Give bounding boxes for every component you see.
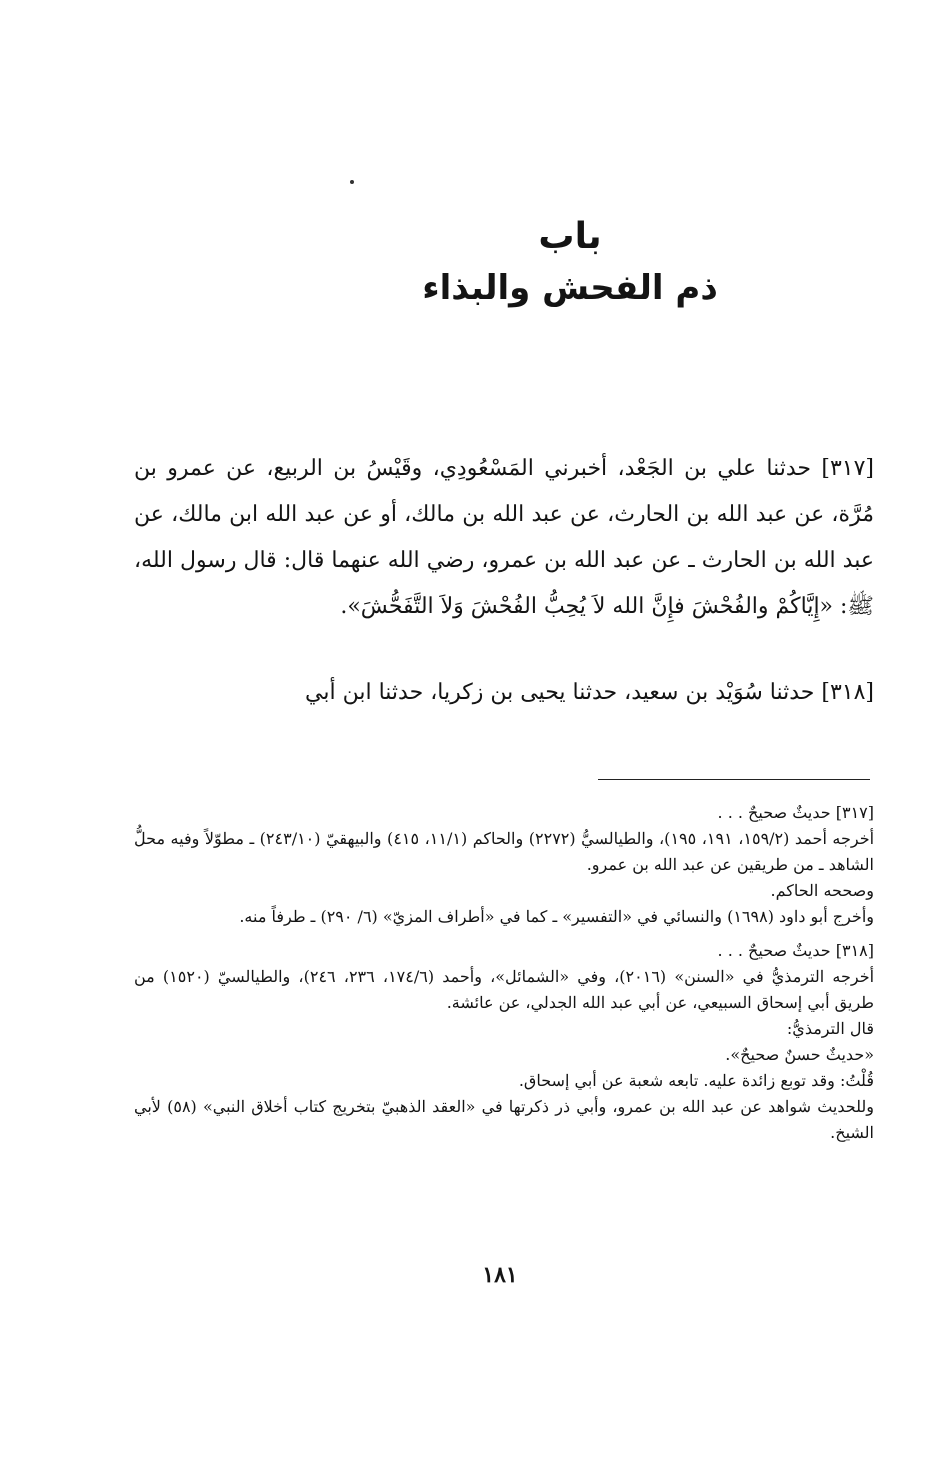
hadith-318-text: [٣١٨] حدثنا سُوَيْد بن سعيد، حدثنا يحيى بن زكريا، حدثنا ابن أبي: [305, 680, 874, 705]
footnote-317-takhrij: أخرجه أحمد (١٥٩/٢، ١٩١، ١٩٥)، والطيالسيُّ (٢٢٧٢) والحاكم (١١/١، ٤١٥) والبيهقيّ (٢٤٣/١٠) ـ مطوّلاً وفيه محلُّ الشاهد ـ من طريقين عن عبد الله بن عمرو.: [134, 829, 875, 874]
footnotes: [134, 798, 874, 1146]
footnote-318-grade: [٣١٨] حديثٌ صحيحٌ . . .: [717, 941, 874, 960]
page-number: ١٨١: [482, 1262, 518, 1288]
footnote-318-takhrij: أخرجه الترمذيُّ في «السنن» (٢٠١٦)، وفي «الشمائل»، وأحمد (١٧٤/٦، ٢٣٦، ٢٤٦)، والطيالسيّ (١٥٢٠) من طريق أبي إسحاق السبيعي، عن أبي عبد الله الجدلي، عن عائشة.: [134, 967, 875, 1012]
chapter-label: باب: [538, 216, 602, 257]
footnote-divider: [598, 779, 870, 780]
footnote-318-comment: قُلْتُ: وقد توبع زائدة عليه. تابعه شعبة عن أبي إسحاق.: [518, 1071, 874, 1090]
chapter-title: ذم الفحش والبذاء: [422, 268, 718, 308]
footnote-317-hakim: وصححه الحاكم.: [770, 881, 874, 900]
footnote-318-witnesses: وللحديث شواهد عن عبد الله بن عمرو، وأبي ذر ذكرتها في «العقد الذهبيّ بتخريج كتاب أخلاق النبي» (٥٨) لأبي الشيخ.: [134, 1097, 875, 1142]
footnote-317-abudawud: وأخرج أبو داود (١٦٩٨) والنسائي في «التفسير» ـ كما في «أطراف المزيّ» (٦/ ٢٩٠) ـ طرفاً منه.: [239, 907, 874, 926]
footnote-318-tirmidhi-label: قال الترمذيُّ:: [786, 1019, 874, 1038]
scan-speck: [350, 180, 354, 184]
hadith-317-text: [٣١٧] حدثنا علي بن الجَعْد، أخبرني المَسْعُودِي، وقَيْسُ بن الربيع، عن عمرو بن مُرَّة، عن عبد الله بن الحارث، عن عبد الله بن مالك، أو عن عبد الله ابن مالك، عن عبد الله بن الحارث ـ عن عبد الله بن عمرو، رضي الله عنهما قال: قال رسول الله، ﷺ: «إِيَّاكُمْ والفُحْشَ فإِنَّ الله لاَ يُحِبُّ الفُحْشَ وَلاَ التَّفَحُّشَ».: [134, 456, 874, 619]
footnote-318-tirmidhi-grade: «حديثٌ حسنٌ صحيحٌ».: [725, 1045, 874, 1064]
footnote-317-grade: [٣١٧] حديثٌ صحيحٌ . . .: [717, 803, 874, 822]
